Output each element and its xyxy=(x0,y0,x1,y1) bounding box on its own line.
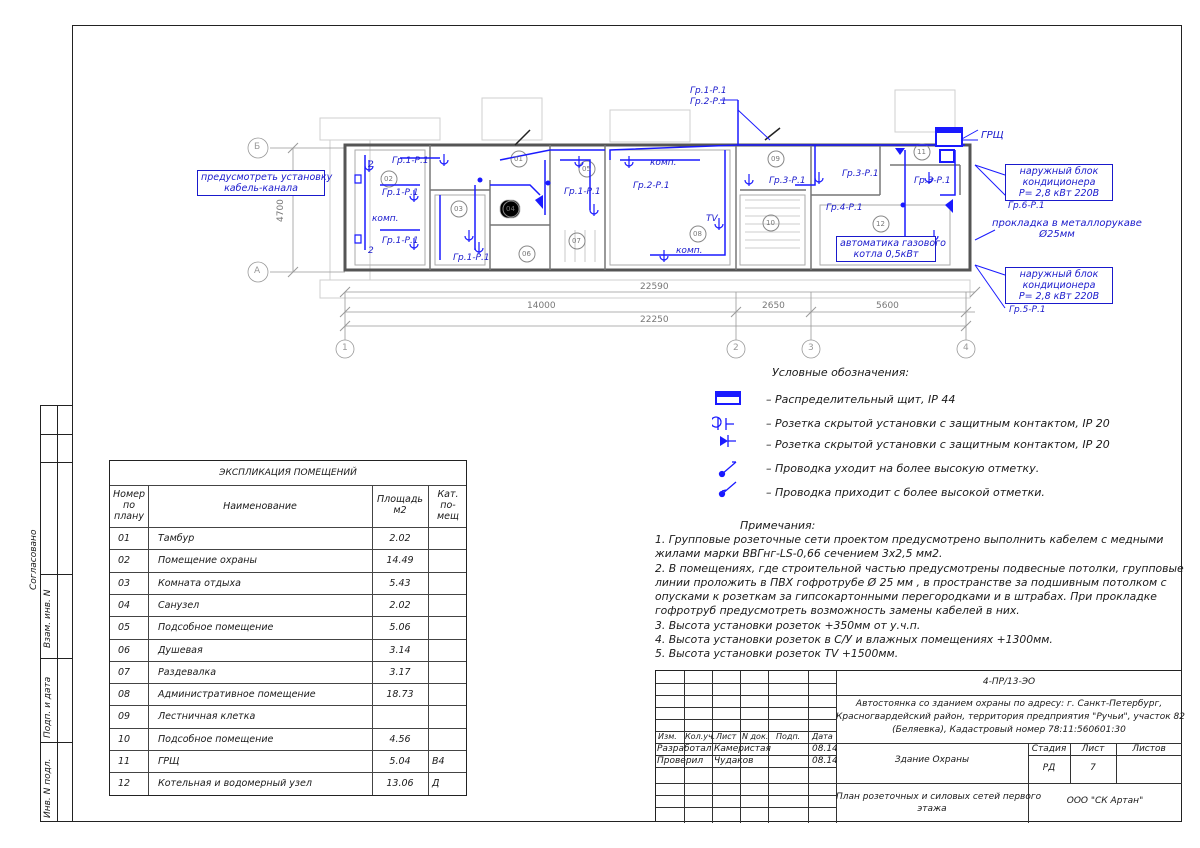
col-data: Дата xyxy=(812,732,833,741)
axis-2-label: 2 xyxy=(733,343,739,353)
room-area-cell: 2.02 xyxy=(389,599,411,611)
room-number-cell: 05 xyxy=(118,622,131,634)
room-number: 10 xyxy=(766,219,775,227)
axis-1-label: 1 xyxy=(342,343,348,353)
col-list: Лист xyxy=(716,732,737,741)
room-name-cell: Душевая xyxy=(158,644,203,656)
axis-3-label: 3 xyxy=(808,343,814,353)
metal-hose-note: прокладка в металлорукаве Ø25мм xyxy=(992,218,1142,240)
room-number-cell: 10 xyxy=(118,733,131,745)
room-number: 11 xyxy=(917,148,926,156)
ac-unit-note-1: наружный блок кондиционера P= 2,8 кВт 220В xyxy=(1005,164,1113,201)
room-area-cell: 4.56 xyxy=(389,733,411,745)
role-checked: Проверил xyxy=(657,756,704,766)
socket-icon xyxy=(712,417,734,430)
note-line: линии проложить в ПВХ гофротрубе Ø 25 мм , в пространстве за подшивным потолком с xyxy=(655,575,1167,589)
inv-orig-label: Инв. N подл. xyxy=(43,758,53,818)
komp-label: комп. xyxy=(650,158,677,168)
legend-item: – Проводка уходит на более высокую отметку. xyxy=(766,462,1040,475)
dim-overall-bottom: 22250 xyxy=(640,315,669,325)
sheet-header: Лист xyxy=(1081,744,1105,754)
room-name-cell: Тамбур xyxy=(158,533,195,544)
legend-symbols xyxy=(712,388,752,498)
room-number-cell: 03 xyxy=(118,577,131,589)
note-line: 5. Высота установки розеток TV +1500мм. xyxy=(655,647,899,661)
sheets-header: Листов xyxy=(1132,744,1166,754)
room-name-cell: Помещение охраны xyxy=(158,555,258,567)
room-number: 03 xyxy=(454,205,463,213)
axis-b-label: Б xyxy=(254,142,261,152)
dim-height: 4700 xyxy=(276,199,286,222)
room-number-cell: 08 xyxy=(118,689,131,701)
room-area-cell: 3.17 xyxy=(389,666,411,678)
circuit-2-label: 2 xyxy=(368,246,374,256)
notes-title: Примечания: xyxy=(740,519,816,532)
komp-label: комп. xyxy=(372,214,399,224)
explication-table xyxy=(109,460,467,796)
room-area-cell: 13.06 xyxy=(386,778,414,790)
legend-item: – Распределительный щит, IP 44 xyxy=(766,393,956,406)
axis-a-label: А xyxy=(254,266,261,276)
room-number: 01 xyxy=(514,155,523,163)
wiring-down-icon xyxy=(720,482,737,497)
note-line: гофротруб предусмотреть возможность замены кабелей в них. xyxy=(655,604,1020,618)
legend-item: – Розетка скрытой установки с защитным контактом, IP 20 xyxy=(766,438,1110,451)
room-number-cell: 12 xyxy=(118,778,131,790)
header-num: Номер по плану xyxy=(113,489,145,522)
ac-unit-note-2: наружный блок кондиционера P= 2,8 кВт 220В xyxy=(1005,267,1113,304)
title-block xyxy=(655,670,1186,822)
circuit-label: Гр.2-Р.1 xyxy=(633,181,670,191)
company-name: ООО "СК Артан" xyxy=(1066,796,1144,806)
checker-name: Чудаков xyxy=(714,756,754,766)
room-number-cell: 07 xyxy=(118,666,131,678)
circuit-label: Гр.4-Р.1 xyxy=(826,203,863,213)
room-number: 05 xyxy=(582,165,591,173)
dim-seg3: 5600 xyxy=(876,301,899,311)
komp-label: комп. xyxy=(676,246,703,256)
circuit-label: Гр.1-Р.1 xyxy=(453,253,490,263)
room-number: 08 xyxy=(693,230,702,238)
room-name-cell: ГРЩ xyxy=(158,756,180,767)
room-number-cell: 11 xyxy=(118,756,131,767)
sign-date-label: Подп. и дата xyxy=(43,676,53,738)
room-name-cell: Котельная и водомерный узел xyxy=(158,778,312,790)
room-category-cell: В4 xyxy=(432,756,445,767)
room-number: 07 xyxy=(572,237,581,245)
stage-header: Стадия xyxy=(1031,744,1067,754)
note-line: 1. Групповые розеточные сети проектом предусмотрено выполнить кабелем с медными xyxy=(655,533,1164,546)
room-area-cell: 2.02 xyxy=(389,533,411,544)
note-line: 3. Высота установки розеток +350мм от у.ч.п. xyxy=(655,618,921,632)
axis-4-label: 4 xyxy=(963,343,969,353)
dim-overall-top: 22590 xyxy=(640,282,669,292)
stage-value: РД xyxy=(1042,763,1056,773)
agreed-label: Согласовано xyxy=(29,529,39,590)
note-line: 4. Высота установки розеток в С/У и влажных помещениях +1300мм. xyxy=(655,633,1053,647)
distribution-board-icon xyxy=(716,392,740,404)
room-number: 02 xyxy=(384,175,393,183)
developer-name: Камеристая xyxy=(714,744,771,754)
col-kol: Кол.уч. xyxy=(685,732,716,741)
legend-item: – Проводка приходит с более высокой отметки. xyxy=(766,486,1045,499)
room-name-cell: Подсобное помещение xyxy=(158,622,274,634)
circuit-label: Гр.3-Р.1 xyxy=(842,169,879,179)
circuit-2-label: 2 xyxy=(368,160,374,170)
room-number: 04 xyxy=(506,205,515,213)
circuit-label: Гр.3-Р.1 xyxy=(914,176,951,186)
room-area-cell: 18.73 xyxy=(386,689,414,701)
inv-vzam-label: Взам. инв. N xyxy=(43,589,53,648)
legend-item: – Розетка скрытой установки с защитным контактом, IP 20 xyxy=(766,417,1110,430)
explication-title: ЭКСПЛИКАЦИЯ ПОМЕЩЕНИЙ xyxy=(219,468,357,478)
room-name-cell: Санузел xyxy=(158,599,200,611)
room-number-cell: 01 xyxy=(118,533,131,544)
dim-seg1: 14000 xyxy=(527,301,556,311)
gas-boiler-note: автоматика газового котла 0,5кВт xyxy=(836,236,936,262)
room-category-cell: Д xyxy=(432,778,440,790)
socket-filled-icon xyxy=(720,435,736,447)
sheet-value: 7 xyxy=(1090,763,1096,773)
developer-date: 08.14 xyxy=(812,744,838,754)
dim-seg2: 2650 xyxy=(762,301,785,311)
circuit-label: Гр.6-Р.1 xyxy=(1008,201,1045,211)
header-name: Наименование xyxy=(223,501,297,512)
notes-body xyxy=(655,533,1184,662)
room-area-cell: 5.43 xyxy=(389,577,411,589)
project-address: Автостоянка со зданием охраны по адресу: г. Санкт-Петербург, Красногвардейский район, территория предприятия "Ручьи", участок 82 (Беляевка), Кадастровый номер 78:11:560601:30 xyxy=(836,699,1186,735)
room-number: 12 xyxy=(876,220,885,228)
header-area: Площадь м2 xyxy=(377,494,423,516)
room-area-cell: 5.04 xyxy=(389,756,411,767)
room-area-cell: 5.06 xyxy=(389,622,411,634)
cable-channel-note: предусмотреть установку кабель-канала xyxy=(197,170,325,196)
circuit-label: Гр.1-Р.1 xyxy=(382,188,419,198)
legend-title: Условные обозначения: xyxy=(772,366,910,379)
room-area-cell: 14.49 xyxy=(386,555,414,567)
note-line: опусками к розеткам за гипсокартонными перегородками и в штрабах. При прокладке xyxy=(655,590,1157,604)
room-number: 06 xyxy=(522,250,531,258)
note-line: жилами марки ВВГнг-LS-0,66 сечением 3х2,5 мм2. xyxy=(655,547,943,561)
room-number-cell: 09 xyxy=(118,711,131,723)
col-podp: Подп. xyxy=(776,732,801,741)
checker-date: 08.14 xyxy=(812,756,838,766)
room-name-cell: Подсобное помещение xyxy=(158,733,274,745)
circuit-label: Гр.5-Р.1 xyxy=(1009,305,1046,315)
drawing-title: План розеточных и силовых сетей первого этажа xyxy=(836,792,1042,814)
room-name-cell: Комната отдыха xyxy=(158,577,241,589)
circuit-label: Гр.3-Р.1 xyxy=(769,176,806,186)
room-name-cell: Административное помещение xyxy=(158,689,316,701)
role-developed: Разработал xyxy=(657,744,712,754)
drawing-code: 4-ПР/13-ЭО xyxy=(982,677,1036,687)
header-cat: Кат. по- мещ xyxy=(437,489,459,522)
room-number-cell: 06 xyxy=(118,644,131,656)
circuit-label: Гр.1-Р.1 xyxy=(392,156,429,166)
col-izm: Изм. xyxy=(658,732,677,741)
room-number-cell: 04 xyxy=(118,599,131,611)
tv-label: TV xyxy=(706,214,718,224)
room-number-cell: 02 xyxy=(118,555,131,567)
room-name-cell: Раздевалка xyxy=(158,666,217,678)
circuit-label: Гр.2-Р.1 xyxy=(690,97,727,107)
circuit-label: Гр.1-Р.1 xyxy=(690,86,727,96)
wiring-up-icon xyxy=(720,462,737,477)
room-number: 09 xyxy=(771,155,780,163)
room-name-cell: Лестничная клетка xyxy=(158,711,256,723)
grsch-label: ГРЩ xyxy=(981,130,1004,141)
note-line: 2. В помещениях, где строительной частью предусмотрены подвесные потолки, групповые xyxy=(655,561,1184,575)
circuit-label: Гр.1-Р.1 xyxy=(564,187,601,197)
room-area-cell: 3.14 xyxy=(389,644,411,656)
building-name: Здание Охраны xyxy=(894,755,970,765)
col-ndok: N док. xyxy=(742,732,769,741)
circuit-label: Гр.1-Р.1 xyxy=(382,236,419,246)
